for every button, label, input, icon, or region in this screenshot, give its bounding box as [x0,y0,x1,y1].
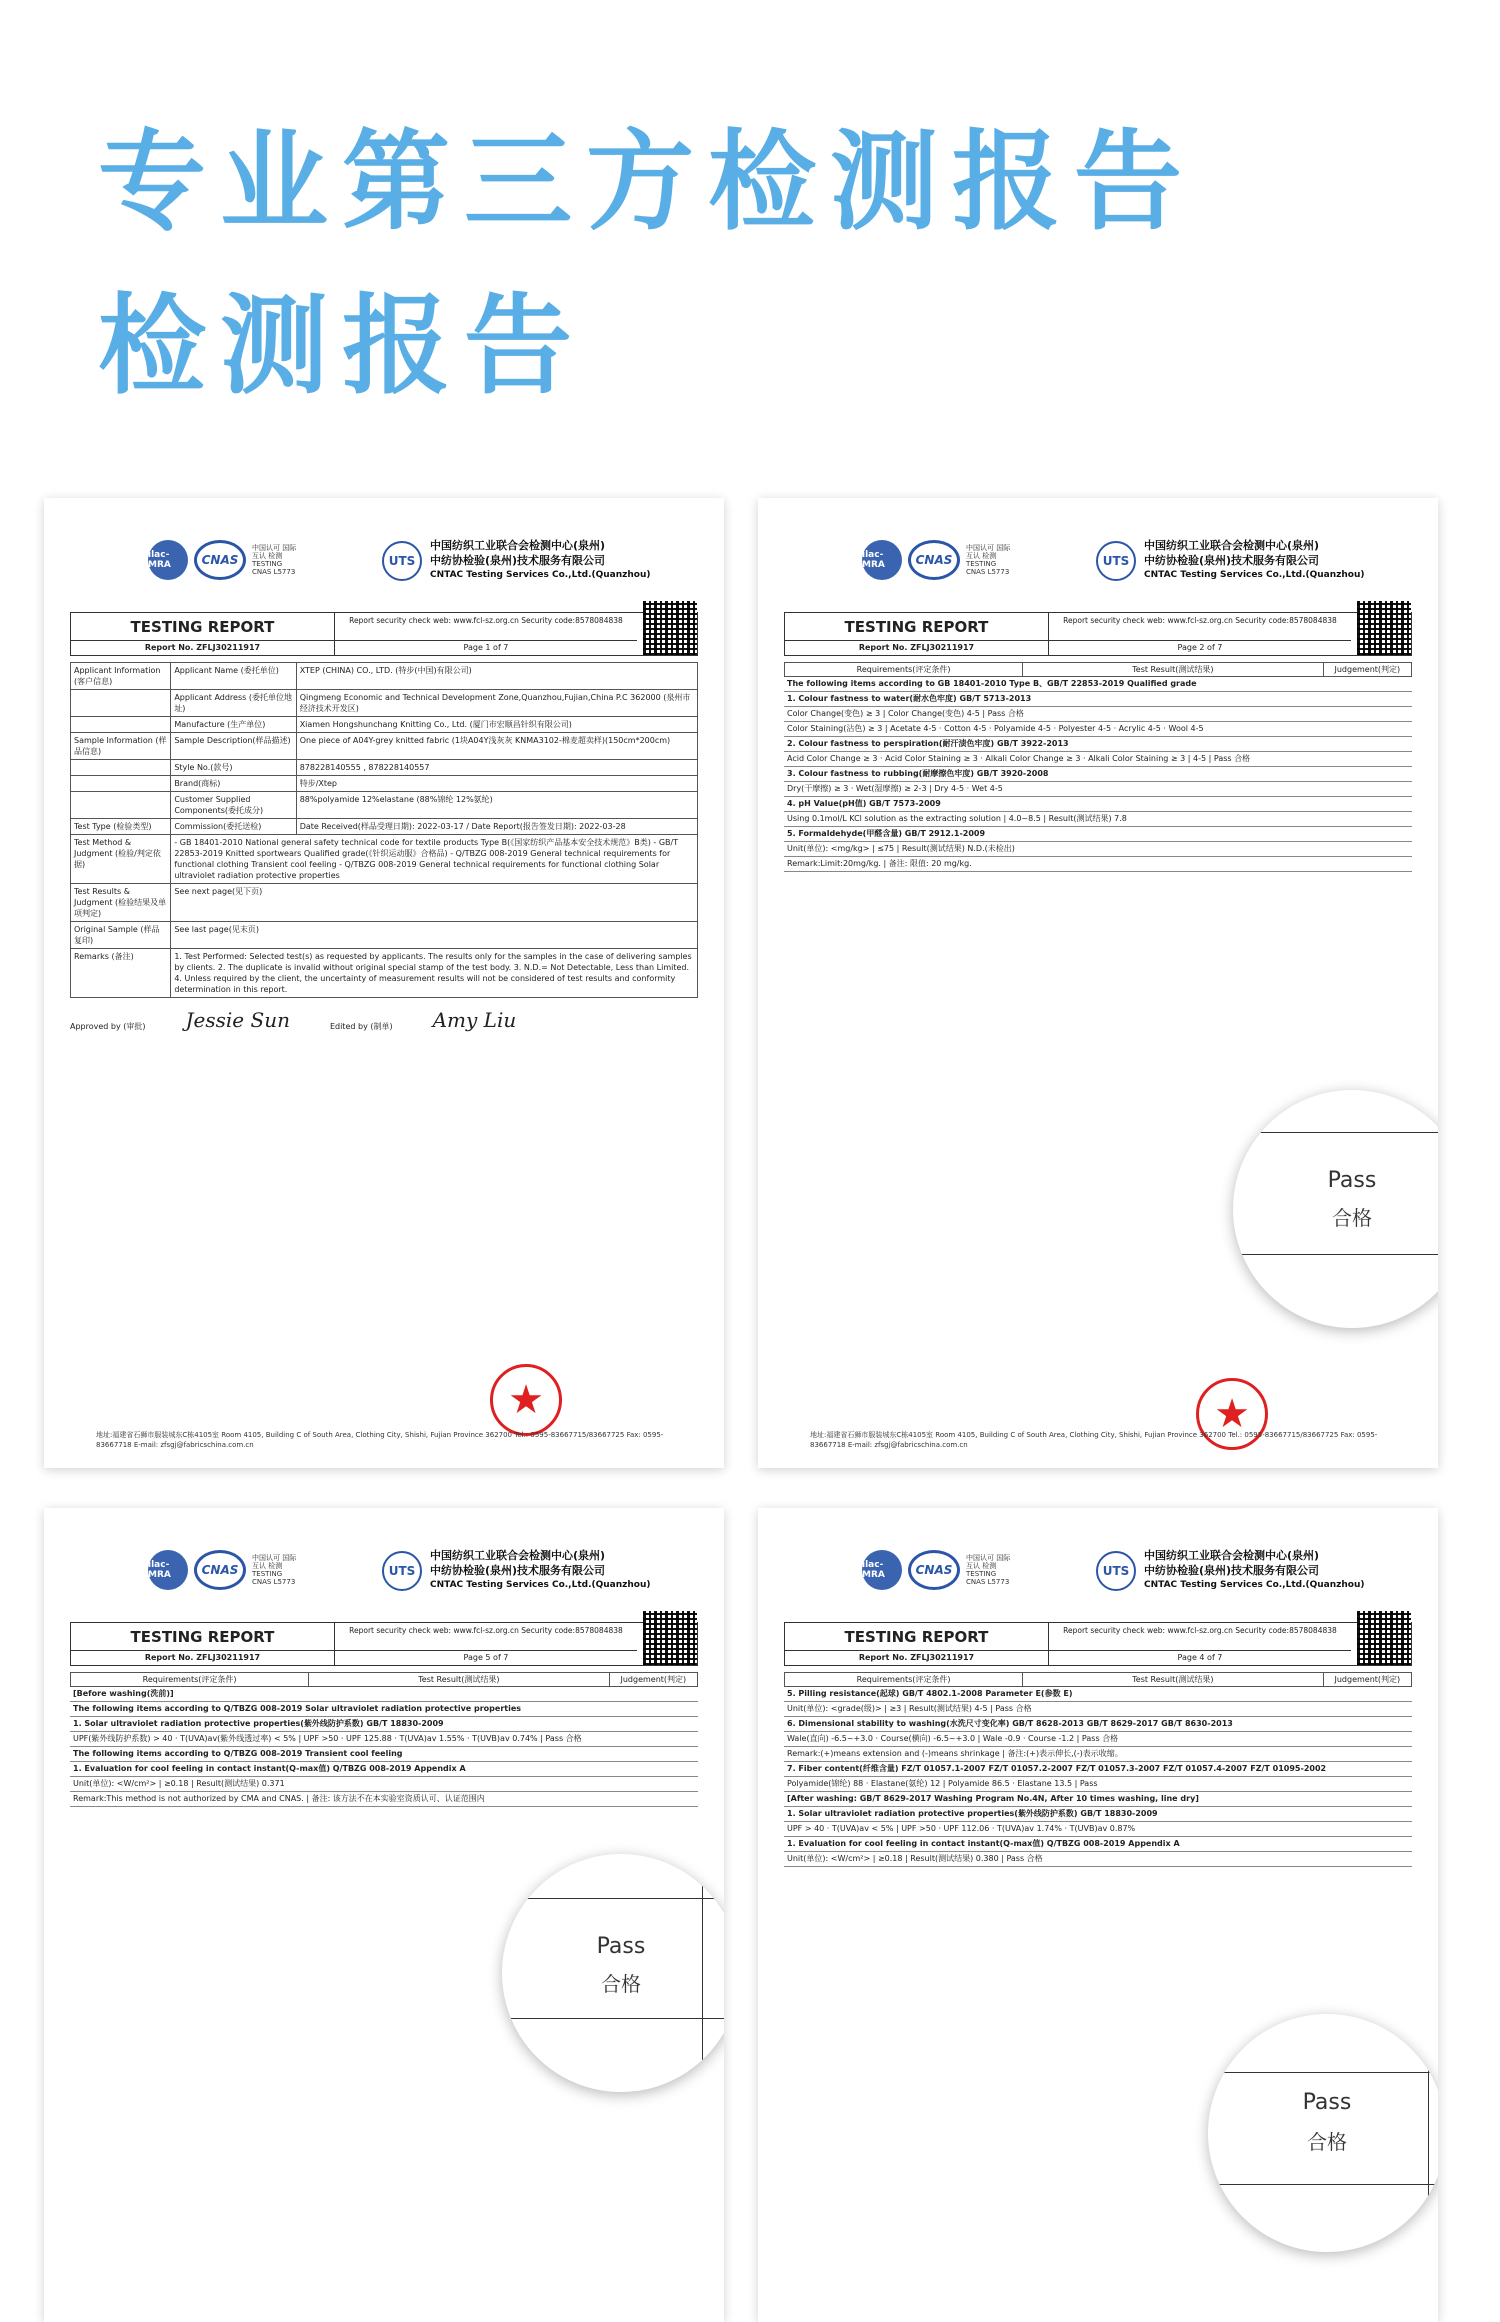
row-value: 878228140555 , 878228140557 [296,760,697,776]
row-label: Original Sample (样品复印) [71,922,171,949]
pass-label: Pass [1327,1168,1377,1193]
ilac-logo-icon: ilac-MRA [862,540,902,580]
row-sublabel: Manufacture (生产单位) [171,717,296,733]
uts-logo-icon: UTS [382,541,422,581]
org-name-en: CNTAC Testing Services Co.,Ltd.(Quanzhou) [1144,570,1365,580]
row-label [71,776,171,792]
row-value: Date Received(样品受理日期): 2022-03-17 / Date Report(报告签发日期): 2022-03-28 [296,819,697,835]
report-card-page-4[interactable] [758,1508,1438,2322]
approved-by-label: Approved by (审批) [70,1022,146,1031]
row-label: Test Type (检验类型) [71,819,171,835]
org-name-cn-2: 中纺协检验(泉州)技术服务有限公司 [430,554,606,567]
row-label: Test Method & Judgment (检验/判定依据) [71,835,171,884]
org-name-cn-1: 中国纺织工业联合会检测中心(泉州) [430,1549,606,1562]
report-number: Report No. ZFLJ30211917 [858,643,975,652]
row-label [71,792,171,819]
col-requirements: Requirements(评定条件) [785,1673,1023,1686]
result-line: Dry(干摩擦) ≥ 3 · Wet(湿摩擦) ≥ 2-3 | Dry 4-5 · Wet 4-5 [784,782,1412,797]
result-line: 1. Colour fastness to water(耐水色牢度) GB/T 5713-2013 [784,692,1412,707]
row-value: 1. Test Performed: Selected test(s) as requested by applicants. The results only for the samples in the case of delivering samples by clients. 2. The duplicate is invalid without original special stamp of the test body. 3. N.D.= Not Detectable, Less than Limited. 4. Unless required by the client, the uncertainty of measurement results will not be considered of test results and conformity determination in this report. [171,949,698,998]
pass-label-cn: 合格 [601,1972,641,1996]
org-name-cn-1: 中国纺织工业联合会检测中心(泉州) [1144,1549,1320,1562]
report-info-table [70,662,698,998]
uts-logo-icon: UTS [382,1551,422,1591]
result-line: 1. Solar ultraviolet radiation protective properties(紫外线防护系数) GB/T 18830-2009 [70,1717,698,1732]
cnas-accreditation-text: 中国认可 国际互认 检测 TESTING CNAS L5773 [252,1554,297,1586]
org-name-en: CNTAC Testing Services Co.,Ltd.(Quanzhou) [430,1580,651,1590]
approver-signature: Jessie Sun [185,1008,290,1032]
result-line: 1. Evaluation for cool feeling in contact instant(Q-max值) Q/TBZG 008-2019 Appendix A [70,1762,698,1777]
col-judgement: Judgement(判定) [1334,665,1401,674]
table-row [71,690,698,717]
col-test-result: Test Result(测试结果) [309,1673,610,1686]
report-number: Report No. ZFLJ30211917 [858,1653,975,1662]
report-title: TESTING REPORT [785,613,1048,641]
org-name-cn-1: 中国纺织工业联合会检测中心(泉州) [1144,539,1320,552]
security-code: Report security check web: www.fcl-sz.org.cn Security code:8578084838 [335,1623,637,1651]
cnas-accreditation-text: 中国认可 国际互认 检测 TESTING CNAS L5773 [252,544,297,576]
cnas-logo-icon: CNAS [194,1550,246,1590]
report-number: Report No. ZFLJ30211917 [144,643,261,652]
result-line: 6. Dimensional stability to washing(水洗尺寸变化率) GB/T 8628-2013 GB/T 8629-2017 GB/T 8630-2013 [784,1717,1412,1732]
ilac-logo-icon: ilac-MRA [862,1550,902,1590]
org-name-cn-2: 中纺协检验(泉州)技术服务有限公司 [1144,1564,1320,1577]
org-name-en: CNTAC Testing Services Co.,Ltd.(Quanzhou) [430,570,651,580]
org-name-cn-2: 中纺协检验(泉州)技术服务有限公司 [1144,554,1320,567]
ilac-logo-icon: ilac-MRA [148,1550,188,1590]
row-sublabel: Customer Supplied Components(委托成分) [171,792,296,819]
page-number: Page 1 of 7 [463,643,509,652]
row-value: - GB 18401-2010 National general safety technical code for textile products Type B(《国家纺织产品基本安全技术规范》B类) - GB/T 22853-2019 Knitted sportwears Qualified grade(《针织运动服》合格品) - Q/TBZG 008-2019 General technical requirements for functional clothing Transient cool feeling - Q/TBZG 008-2019 General technical requirements for functional clothing Solar ultraviolet radiation protective properties [171,835,698,884]
row-label: Remarks (备注) [71,949,171,998]
row-value: Qingmeng Economic and Technical Development Zone,Quanzhou,Fujian,China P.C 362000 (泉州市经济技术开发区) [296,690,697,717]
table-row [71,760,698,776]
cnas-logo-icon: CNAS [908,1550,960,1590]
uts-logo-icon: UTS [1096,1551,1136,1591]
row-sublabel: Applicant Address (委托单位地址) [171,690,296,717]
col-judgement: Judgement(判定) [1334,1675,1401,1684]
org-name-en: CNTAC Testing Services Co.,Ltd.(Quanzhou) [1144,1580,1365,1590]
result-line: Acid Color Change ≥ 3 · Acid Color Staining ≥ 3 · Alkali Color Change ≥ 3 · Alkali Color Staining ≥ 3 | 4-5 | Pass 合格 [784,752,1412,767]
result-line: Color Change(变色) ≥ 3 | Color Change(变色) 4-5 | Pass 合格 [784,707,1412,722]
table-row [71,733,698,760]
result-line: Remark:Limit:20mg/kg. | 备注: 限值: 20 mg/kg. [784,857,1412,872]
qr-code-icon[interactable] [643,1611,697,1665]
report-title: TESTING REPORT [785,1623,1048,1651]
result-line: 2. Colour fastness to perspiration(耐汗渍色牢度) GB/T 3922-2013 [784,737,1412,752]
table-row [71,663,698,690]
table-row [71,776,698,792]
result-line: Wale(直向) -6.5~+3.0 · Course(横向) -6.5~+3.0 | Wale -0.9 · Course -1.2 | Pass 合格 [784,1732,1412,1747]
result-line: Color Staining(沾色) ≥ 3 | Acetate 4-5 · Cotton 4-5 · Polyamide 4-5 · Polyester 4-5 · Acrylic 4-5 · Wool 4-5 [784,722,1412,737]
col-requirements: Requirements(评定条件) [785,663,1023,676]
editor-signature: Amy Liu [432,1008,517,1032]
row-sublabel: Commission(委托送检) [171,819,296,835]
result-line: The following items according to GB 18401-2010 Type B、GB/T 22853-2019 Qualified grade [784,677,1412,692]
row-sublabel: Brand(商标) [171,776,296,792]
row-value: 特步/Xtep [296,776,697,792]
table-row [71,717,698,733]
qr-code-icon[interactable] [643,601,697,655]
col-test-result: Test Result(测试结果) [1023,1673,1324,1686]
row-label: Sample Information (样品信息) [71,733,171,760]
table-row [71,884,698,922]
row-value: 88%polyamide 12%elastane (88%锦纶 12%氨纶) [296,792,697,819]
report-card-page-2[interactable] [758,498,1438,1468]
col-test-result: Test Result(测试结果) [1023,663,1324,676]
result-line: Remark:This method is not authorized by CMA and CNAS. | 备注: 该方法不在本实验室资质认可、认证范围内 [70,1792,698,1807]
row-label: Applicant Information (客户信息) [71,663,171,690]
result-line: 4. pH Value(pH值) GB/T 7573-2009 [784,797,1412,812]
result-line: Remark:(+)means extension and (-)means shrinkage | 备注:(+)表示伸长,(-)表示收缩。 [784,1747,1412,1762]
report-title: TESTING REPORT [71,613,334,641]
result-line: 1. Evaluation for cool feeling in contact instant(Q-max值) Q/TBZG 008-2019 Appendix A [784,1837,1412,1852]
result-line: Unit(单位): <W/cm²> | ≥0.18 | Result(测试结果) 0.371 [70,1777,698,1792]
page-number: Page 5 of 7 [463,1653,509,1662]
red-seal-stamp-icon: ★ [490,1364,562,1436]
page-number: Page 4 of 7 [1177,1653,1223,1662]
result-line: [Before washing(洗前)] [70,1687,698,1702]
result-line: 7. Fiber content(纤维含量) FZ/T 01057.1-2007 FZ/T 01057.2-2007 FZ/T 01057.3-2007 FZ/T 01057.4-2007 FZ/T 01095-2002 [784,1762,1412,1777]
security-code: Report security check web: www.fcl-sz.org.cn Security code:8578084838 [335,613,637,641]
row-sublabel: Sample Description(样品描述) [171,733,296,760]
result-line: Unit(单位): <W/cm²> | ≥0.18 | Result(测试结果) 0.380 | Pass 合格 [784,1852,1412,1867]
result-line: The following items according to Q/TBZG 008-2019 Solar ultraviolet radiation protective properties [70,1702,698,1717]
result-lines [784,1687,1412,1867]
report-number: Report No. ZFLJ30211917 [144,1653,261,1662]
result-lines [70,1687,698,1807]
pass-magnifier [1208,2014,1438,2252]
result-line: 3. Colour fastness to rubbing(耐摩擦色牢度) GB/T 3920-2008 [784,767,1412,782]
footer-address: 地址:福建省石狮市服装城东C栋4105室 Room 4105, Building C of South Area, Clothing City, Shishi, Fujian Province 362700 Tel.: 0595-83667715/83667725 Fax: 0595-83667718 E-mail: zfsgj@fabricschina.com.cn [810,1431,1378,1449]
report-title: TESTING REPORT [71,1623,334,1651]
result-line: 1. Solar ultraviolet radiation protective properties(紫外线防护系数) GB/T 18830-2009 [784,1807,1412,1822]
row-value: One piece of A04Y-grey knitted fabric (1块A04Y浅灰灰 KNMA3102-棉麦超卖样)(150cm*200cm) [296,733,697,760]
result-line: 5. Formaldehyde(甲醛含量) GB/T 2912.1-2009 [784,827,1412,842]
row-value: See next page(见下页) [171,884,698,922]
heading-professional-report: 专业第三方检测报告 [98,120,1197,245]
col-requirements: Requirements(评定条件) [71,1673,309,1686]
row-label [71,760,171,776]
result-line: Polyamide(锦纶) 88 · Elastane(氨纶) 12 | Polyamide 86.5 · Elastane 13.5 | Pass [784,1777,1412,1792]
uts-logo-icon: UTS [1096,541,1136,581]
row-value: See last page(见末页) [171,922,698,949]
org-name-cn-1: 中国纺织工业联合会检测中心(泉州) [430,539,606,552]
table-row [71,835,698,884]
requirements-header [784,662,1412,677]
pass-label: Pass [1302,2090,1352,2115]
pass-label-cn: 合格 [1332,1206,1372,1230]
result-lines [784,677,1412,872]
heading-test-report: 检测报告 [98,284,587,409]
security-code: Report security check web: www.fcl-sz.org.cn Security code:8578084838 [1049,1623,1351,1651]
ilac-logo-icon: ilac-MRA [148,540,188,580]
row-value: XTEP (CHINA) CO., LTD. (特步(中国)有限公司) [296,663,697,690]
edited-by-label: Edited by (制单) [329,1022,393,1031]
row-label: Test Results & Judgment (检验结果及单项判定) [71,884,171,922]
pass-label-cn: 合格 [1307,2130,1347,2154]
cnas-logo-icon: CNAS [194,540,246,580]
result-line: The following items according to Q/TBZG 008-2019 Transient cool feeling [70,1747,698,1762]
result-line: UPF > 40 · T(UVA)av < 5% | UPF >50 · UPF 112.06 · T(UVA)av 1.74% · T(UVB)av 0.87% [784,1822,1412,1837]
result-line: [After washing: GB/T 8629-2017 Washing Program No.4N, After 10 times washing, line dry] [784,1792,1412,1807]
table-row [71,792,698,819]
pass-magnifier [502,1854,724,2092]
result-line: 5. Pilling resistance(起球) GB/T 4802.1-2008 Parameter E(参数 E) [784,1687,1412,1702]
org-name-cn-2: 中纺协检验(泉州)技术服务有限公司 [430,1564,606,1577]
qr-code-icon[interactable] [1357,1611,1411,1665]
pass-magnifier [1233,1090,1438,1328]
footer-address: 地址:福建省石狮市服装城东C栋4105室 Room 4105, Building C of South Area, Clothing City, Shishi, Fujian Province 362700 Tel.: 0595-83667715/83667725 Fax: 0595-83667718 E-mail: zfsgj@fabricschina.com.cn [96,1431,664,1449]
col-judgement: Judgement(判定) [620,1675,687,1684]
report-card-page-5[interactable] [44,1508,724,2322]
table-row [71,922,698,949]
result-line: Unit(单位): <mg/kg> | ≤75 | Result(测试结果) N.D.(未检出) [784,842,1412,857]
row-label [71,690,171,717]
table-row [71,949,698,998]
requirements-header [70,1672,698,1687]
row-sublabel: Style No.(款号) [171,760,296,776]
pass-label: Pass [596,1934,646,1959]
red-seal-stamp-icon: ★ [1196,1378,1268,1450]
row-label [71,717,171,733]
row-sublabel: Applicant Name (委托单位) [171,663,296,690]
result-line: Unit(单位): <grade(级)> | ≥3 | Result(测试结果) 4-5 | Pass 合格 [784,1702,1412,1717]
report-card-page-1[interactable] [44,498,724,1468]
page-number: Page 2 of 7 [1177,643,1223,652]
result-line: UPF(紫外线防护系数) > 40 · T(UVA)av(紫外线透过率) < 5% | UPF >50 · UPF 125.88 · T(UVA)av 1.55% · T(UVB)av 0.74% | Pass 合格 [70,1732,698,1747]
requirements-header [784,1672,1412,1687]
security-code: Report security check web: www.fcl-sz.org.cn Security code:8578084838 [1049,613,1351,641]
cnas-accreditation-text: 中国认可 国际互认 检测 TESTING CNAS L5773 [966,544,1011,576]
result-line: Using 0.1mol/L KCl solution as the extracting solution | 4.0~8.5 | Result(测试结果) 7.8 [784,812,1412,827]
table-row [71,819,698,835]
cnas-accreditation-text: 中国认可 国际互认 检测 TESTING CNAS L5773 [966,1554,1011,1586]
cnas-logo-icon: CNAS [908,540,960,580]
qr-code-icon[interactable] [1357,601,1411,655]
row-value: Xiamen Hongshunchang Knitting Co., Ltd. (厦门市宏顺昌针织有限公司) [296,717,697,733]
